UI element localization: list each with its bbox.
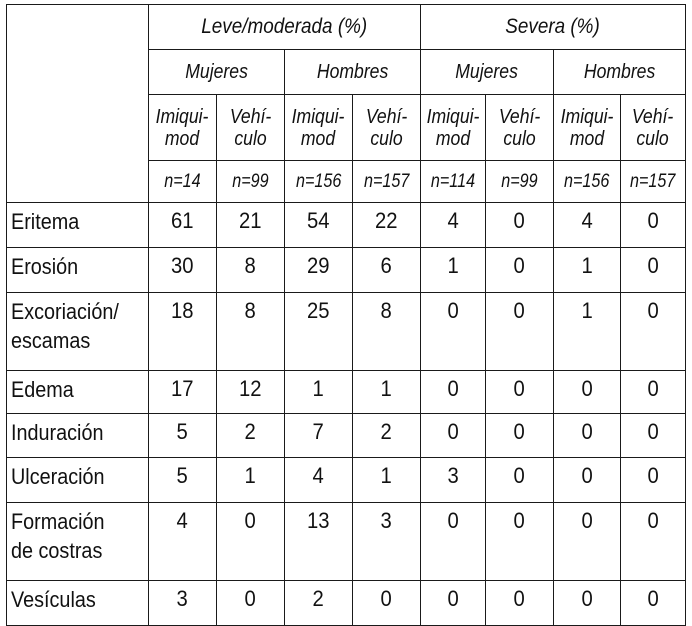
table-row [7,414,686,458]
table-cell: 0 [486,371,554,414]
table-cell: 5 [149,414,217,458]
table-cell: 1 [421,248,486,293]
header-treatment: Vehí- culo [621,95,686,161]
header-n: n=157 [353,161,421,203]
table-cell: 2 [353,414,421,458]
table-cell: 12 [217,371,285,414]
header-n: n=99 [486,161,554,203]
table-cell: 18 [149,293,217,371]
table-cell: 0 [554,458,621,503]
table-body [7,203,686,626]
table-cell: 30 [149,248,217,293]
table-cell: 0 [486,293,554,371]
table-cell: 0 [621,503,686,581]
table-cell: 0 [554,503,621,581]
header-row-severity [7,5,686,50]
table-cell: 3 [421,458,486,503]
table-cell: 4 [554,203,621,248]
row-label: Induración [7,414,149,458]
table-cell: 54 [285,203,353,248]
row-label: Eritema [7,203,149,248]
table-cell: 0 [421,581,486,626]
header-sex: Hombres [285,50,421,95]
header-treatment: Imiqui- mod [421,95,486,161]
table-cell: 0 [621,203,686,248]
corner-cell [7,5,149,203]
table-cell: 0 [421,371,486,414]
header-treatment: Vehí- culo [353,95,421,161]
table-cell: 0 [217,503,285,581]
table-cell: 0 [621,581,686,626]
table-cell: 0 [621,371,686,414]
table-cell: 0 [486,458,554,503]
table-cell: 8 [353,293,421,371]
table-cell: 0 [421,414,486,458]
table-cell: 1 [217,458,285,503]
table-row [7,203,686,248]
table-cell: 0 [421,503,486,581]
table-cell: 17 [149,371,217,414]
header-sex: Hombres [554,50,686,95]
table-cell: 0 [486,203,554,248]
table-cell: 0 [554,371,621,414]
table-cell: 0 [621,414,686,458]
table-cell: 2 [285,581,353,626]
header-treatment: Imiqui- mod [149,95,217,161]
header-n: n=157 [621,161,686,203]
table-cell: 0 [486,581,554,626]
adverse-reactions-table [6,4,686,626]
header-treatment: Imiqui- mod [285,95,353,161]
row-label: Ulceración [7,458,149,503]
table-cell: 29 [285,248,353,293]
header-treatment: Vehí- culo [217,95,285,161]
table-cell: 4 [285,458,353,503]
row-label: Excoriación/ escamas [7,293,149,371]
table-cell: 7 [285,414,353,458]
table-cell: 3 [353,503,421,581]
header-n: n=99 [217,161,285,203]
header-sex: Mujeres [149,50,285,95]
table-cell: 6 [353,248,421,293]
row-label: Edema [7,371,149,414]
header-n: n=156 [285,161,353,203]
table-cell: 0 [554,581,621,626]
table-cell: 22 [353,203,421,248]
table-cell: 8 [217,293,285,371]
header-treatment: Vehí- culo [486,95,554,161]
table-cell: 1 [554,293,621,371]
table-cell: 4 [421,203,486,248]
table-cell: 61 [149,203,217,248]
table-row [7,293,686,371]
table-cell: 0 [621,248,686,293]
table-cell: 1 [353,371,421,414]
row-label: Vesículas [7,581,149,626]
table-cell: 2 [217,414,285,458]
header-n: n=14 [149,161,217,203]
table-cell: 0 [486,248,554,293]
table-cell: 21 [217,203,285,248]
table-cell: 0 [486,414,554,458]
table-cell: 1 [554,248,621,293]
table-cell: 1 [285,371,353,414]
table-cell: 0 [486,503,554,581]
header-leve-moderada: Leve/moderada (%) [149,5,421,50]
table-cell: 13 [285,503,353,581]
table-cell: 8 [217,248,285,293]
table-row [7,248,686,293]
table-cell: 0 [421,293,486,371]
table-cell: 1 [353,458,421,503]
table-row [7,371,686,414]
header-sex: Mujeres [421,50,554,95]
table-cell: 0 [621,293,686,371]
header-severa: Severa (%) [421,5,686,50]
table-cell: 4 [149,503,217,581]
table-cell: 0 [217,581,285,626]
row-label: Erosión [7,248,149,293]
table-cell: 0 [621,458,686,503]
header-n: n=114 [421,161,486,203]
table-row [7,503,686,581]
header-treatment: Imiqui- mod [554,95,621,161]
row-label: Formación de costras [7,503,149,581]
table-cell: 0 [353,581,421,626]
header-n: n=156 [554,161,621,203]
table-cell: 0 [554,414,621,458]
table-row [7,458,686,503]
table-cell: 5 [149,458,217,503]
table-cell: 25 [285,293,353,371]
table-cell: 3 [149,581,217,626]
